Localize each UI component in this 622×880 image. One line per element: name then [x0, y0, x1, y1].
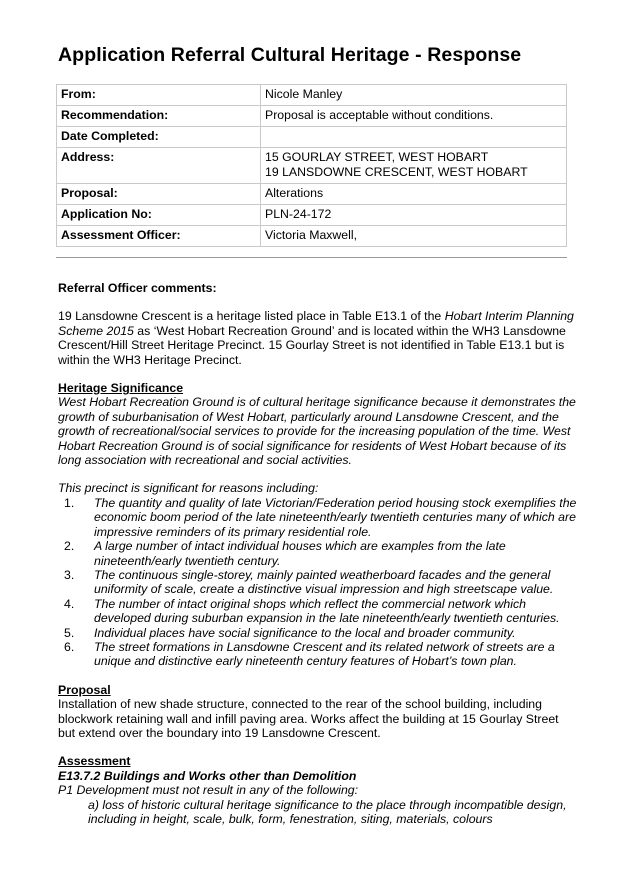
list-text: The continuous single-storey, mainly painted weatherboard facades and the general uniformity of scale, create a distinctive visual impression and high streetscape value.: [94, 567, 554, 597]
assessment-item-a: a) loss of historic cultural heritage significance to the place through incompatible design, including in height, scale, bulk, form, fenestration, siting, materials, colours: [88, 797, 567, 826]
row-label: From:: [57, 85, 261, 106]
address-line-2: 19 LANSDOWNE CRESCENT, WEST HOBART: [265, 165, 528, 179]
row-value: PLN-24-172: [261, 205, 567, 226]
table-row: [57, 106, 567, 127]
table-row: [57, 148, 567, 184]
table-row: [57, 85, 567, 106]
assessment-heading: Assessment: [58, 754, 131, 769]
list-item: [58, 539, 578, 568]
row-label: Date Completed:: [57, 127, 261, 148]
table-row: [57, 226, 567, 247]
comments-heading: Referral Officer comments:: [58, 281, 217, 295]
list-text: The quantity and quality of late Victorian/Federation period housing stock exemplifies the economic boom period of the late nineteenth/early twentieth centuries many of which are impressive reminders of its primary residential role.: [94, 495, 577, 539]
list-number: 6.: [64, 639, 75, 654]
section-divider: [56, 257, 567, 258]
list-number: 4.: [64, 596, 75, 611]
row-label: Proposal:: [57, 184, 261, 205]
list-item: [58, 496, 578, 539]
assessment-p1: P1 Development must not result in any of the following:: [58, 783, 359, 798]
precinct-intro: This precinct is significant for reasons including:: [58, 481, 319, 496]
row-value: Nicole Manley: [261, 85, 567, 106]
row-label: Application No:: [57, 205, 261, 226]
list-text: A large number of intact individual houses which are examples from the late nineteenth/early twentieth century.: [94, 539, 506, 568]
address-value: [261, 148, 567, 184]
list-text: Individual places have social significance to the local and broader community.: [94, 625, 516, 640]
list-item: [58, 626, 578, 640]
referral-info-table: [56, 84, 567, 247]
heritage-significance-heading: Heritage Significance: [58, 381, 184, 396]
intro-text: 19 Lansdowne Crescent is a heritage listed place in Table E13.1 of the: [58, 309, 445, 324]
row-value: [261, 127, 567, 148]
list-item: [58, 640, 578, 669]
comments-intro: [58, 309, 578, 367]
row-value: Alterations: [261, 184, 567, 205]
scheme-name: Hobart Interim Planning Scheme 2015: [58, 309, 574, 338]
row-label: Address:: [57, 148, 261, 184]
table-row: [57, 127, 567, 148]
list-number: 5.: [64, 625, 75, 640]
list-number: 1.: [64, 495, 75, 510]
list-number: 3.: [64, 567, 75, 582]
row-value: Proposal is acceptable without conditions.: [261, 106, 567, 127]
list-text: The number of intact original shops which reflect the commercial network which developed during suburban expansion in the late nineteenth/early twentieth centuries.: [94, 596, 560, 626]
reasons-list: [58, 496, 578, 669]
table-row: [57, 184, 567, 205]
proposal-heading: Proposal: [58, 682, 111, 697]
intro-text-continued: as ‘West Hobart Recreation Ground’ and is located within the WH3 Lansdowne Crescent/Hill Street Heritage Precinct. 15 Gourlay Street is not identified in Table E13.1 but is within the WH3 Heritage Precinct.: [58, 323, 566, 367]
significance-statement: West Hobart Recreation Ground is of cultural heritage significance because it demonstrates the growth of suburbanisation of West Hobart, particularly around Lansdowne Crescent, and the growth of recreational/social services to provide for the increasing population of the time. West Hobart Recreation Ground is of social significance for residents of West Hobart because of its long association with recreational and social activities.: [58, 395, 576, 468]
row-label: Assessment Officer:: [57, 226, 261, 247]
list-item: [58, 597, 578, 626]
table-row: [57, 205, 567, 226]
page-title: Application Referral Cultural Heritage - Response: [58, 44, 522, 66]
address-line-1: 15 GOURLAY STREET, WEST HOBART: [265, 150, 489, 164]
row-value: Victoria Maxwell,: [261, 226, 567, 247]
list-number: 2.: [64, 539, 75, 554]
list-text: The street formations in Lansdowne Crescent and its related network of streets are a unique and distinctive early nineteenth century features of Hobart’s town plan.: [94, 639, 555, 669]
document-body: [58, 281, 578, 826]
row-label: Recommendation:: [57, 106, 261, 127]
list-item: [58, 568, 578, 597]
proposal-text: Installation of new shade structure, connected to the rear of the school building, including blockwork retaining wall and infill paving area. Works affect the building at 15 Gourlay Street but extend over the boundary into 19 Lansdowne Crescent.: [58, 697, 559, 740]
assessment-subheading: E13.7.2 Buildings and Works other than Demolition: [58, 768, 357, 783]
